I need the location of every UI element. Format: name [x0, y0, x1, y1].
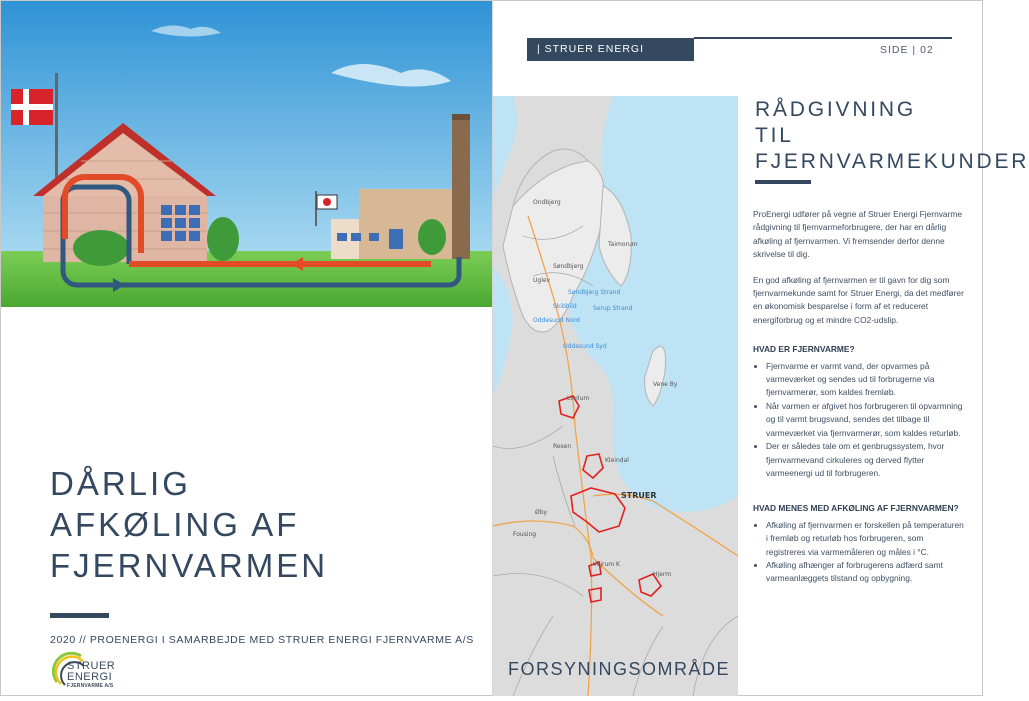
section-title	[755, 97, 1029, 175]
intro-paragraph: ProEnergi udfører på vegne af Struer Energi Fjernvarme rådgivning til fjernvarmeforbrugere, der har en dårlig afkøling af fjernvarmen. Vi fremsender derfor denne skrivelse til dig.	[753, 209, 963, 260]
map-label-oby: Øby	[535, 509, 548, 516]
logo-text-line-1: STRUER	[67, 660, 116, 672]
body-text	[753, 208, 965, 586]
district-heating-list	[753, 360, 965, 481]
map-label-uglev: Uglev	[533, 277, 551, 284]
cover-accent-bar	[50, 613, 109, 618]
logo-text-line-2: ENERGI	[67, 671, 113, 683]
list-item: • Fjernvarme er varmt vand, der opvarmes på varmeværket og sendes ud til forbrugerne via fjernvarmerør, som kaldes fremløb.	[766, 360, 965, 400]
map-label-vejrum: Vejrum K	[593, 561, 620, 568]
section-accent-bar	[755, 180, 811, 184]
header-rule	[694, 37, 952, 39]
page-number: SIDE | 02	[880, 44, 934, 56]
map-label-hjerm: Hjerm	[653, 571, 672, 578]
cover-subtitle: 2020 // PROENERGI I SAMARBEJDE MED STRUER ENERGI FJERNVARME A/S	[50, 634, 474, 646]
map-label-serup-strand: Serup Strand	[593, 305, 633, 312]
header-label: | STRUER ENERGI	[537, 43, 644, 55]
district-heating-illustration	[1, 1, 492, 307]
cover-title	[50, 463, 328, 586]
map-label-sondbjerg-strand: Søndbjerg Strand	[568, 289, 621, 296]
cover-title-line-3: FJERNVARMEN	[50, 547, 329, 584]
map-caption: FORSYNINGSOMRÅDE	[508, 659, 731, 679]
map-label-resen: Resen	[553, 443, 572, 450]
map-label-struer: STRUER	[621, 491, 657, 500]
map-label-kalsbol: Skibbild	[553, 303, 577, 310]
map-label-kleindal: Kleindal	[605, 457, 629, 464]
struer-energi-logo	[51, 652, 121, 694]
list-item: • Afkøling afhænger af forbrugerens adfærd samt varmeanlæggets tilstand og opbygning.	[766, 559, 965, 586]
map-label-sondbjerg: Søndbjerg	[553, 263, 584, 270]
cover-title-line-2: AFKØLING AF	[50, 506, 300, 543]
map-label-taimorum: Taimorum	[608, 241, 638, 248]
list-item: • Når varmen er afgivet hos forbrugeren til opvarmning og til varmt brugsvand, sendes det tilbage til varmeværket via fjernvarmerør, som kaldes returløb.	[766, 400, 965, 440]
danish-flag-icon	[11, 89, 53, 125]
map-label-limlum: Limlum	[567, 395, 590, 402]
map-label-oddesund-syd: Oddesund Syd	[563, 343, 607, 350]
heading-cooling-meaning: HVAD MENES MED AFKØLING AF FJERNVARMEN?	[753, 503, 959, 514]
map-label-fousing: Fousing	[513, 531, 537, 538]
cover-title-line-1: DÅRLIG	[50, 465, 191, 502]
benefit-paragraph: En god afkøling af fjernvarmen er til gavn for dig som fjernvarmekunde samt for Struer Energi, da det medfører en økonomisk besparelse i form af et reduceret energiforbrug og et mindre CO2-udslip.	[753, 274, 964, 325]
logo-text-line-3: FJERNVARME A/S	[67, 683, 114, 689]
list-item: • Der er således tale om et genbrugssystem, hvor fjernvarmevand cirkuleres og derved flytter varmeenergi ud til forbrugeren.	[766, 440, 965, 480]
map-label-oddesund-nord: Oddesund Nord	[533, 317, 580, 324]
cover-page	[1, 1, 492, 694]
section-title-line-1: RÅDGIVNING	[755, 98, 917, 121]
cooling-list	[753, 519, 965, 586]
section-title-line-3: FJERNVARMEKUNDER	[755, 150, 1029, 173]
supply-area-map	[493, 96, 738, 696]
map-label-ondbjerg: Ondbjerg	[533, 199, 561, 206]
header-label-box	[527, 38, 694, 61]
heading-what-is-district-heating: HVAD ER FJERNVARME?	[753, 344, 855, 355]
section-title-line-2: TIL	[755, 124, 794, 147]
list-item: • Afkøling af fjernvarmen er forskellen på temperaturen i fremløb og returløb hos forbrugeren, som registreres via varmemåleren og måles i °C.	[766, 519, 965, 559]
map-label-vene-by: Vene By	[653, 381, 678, 388]
